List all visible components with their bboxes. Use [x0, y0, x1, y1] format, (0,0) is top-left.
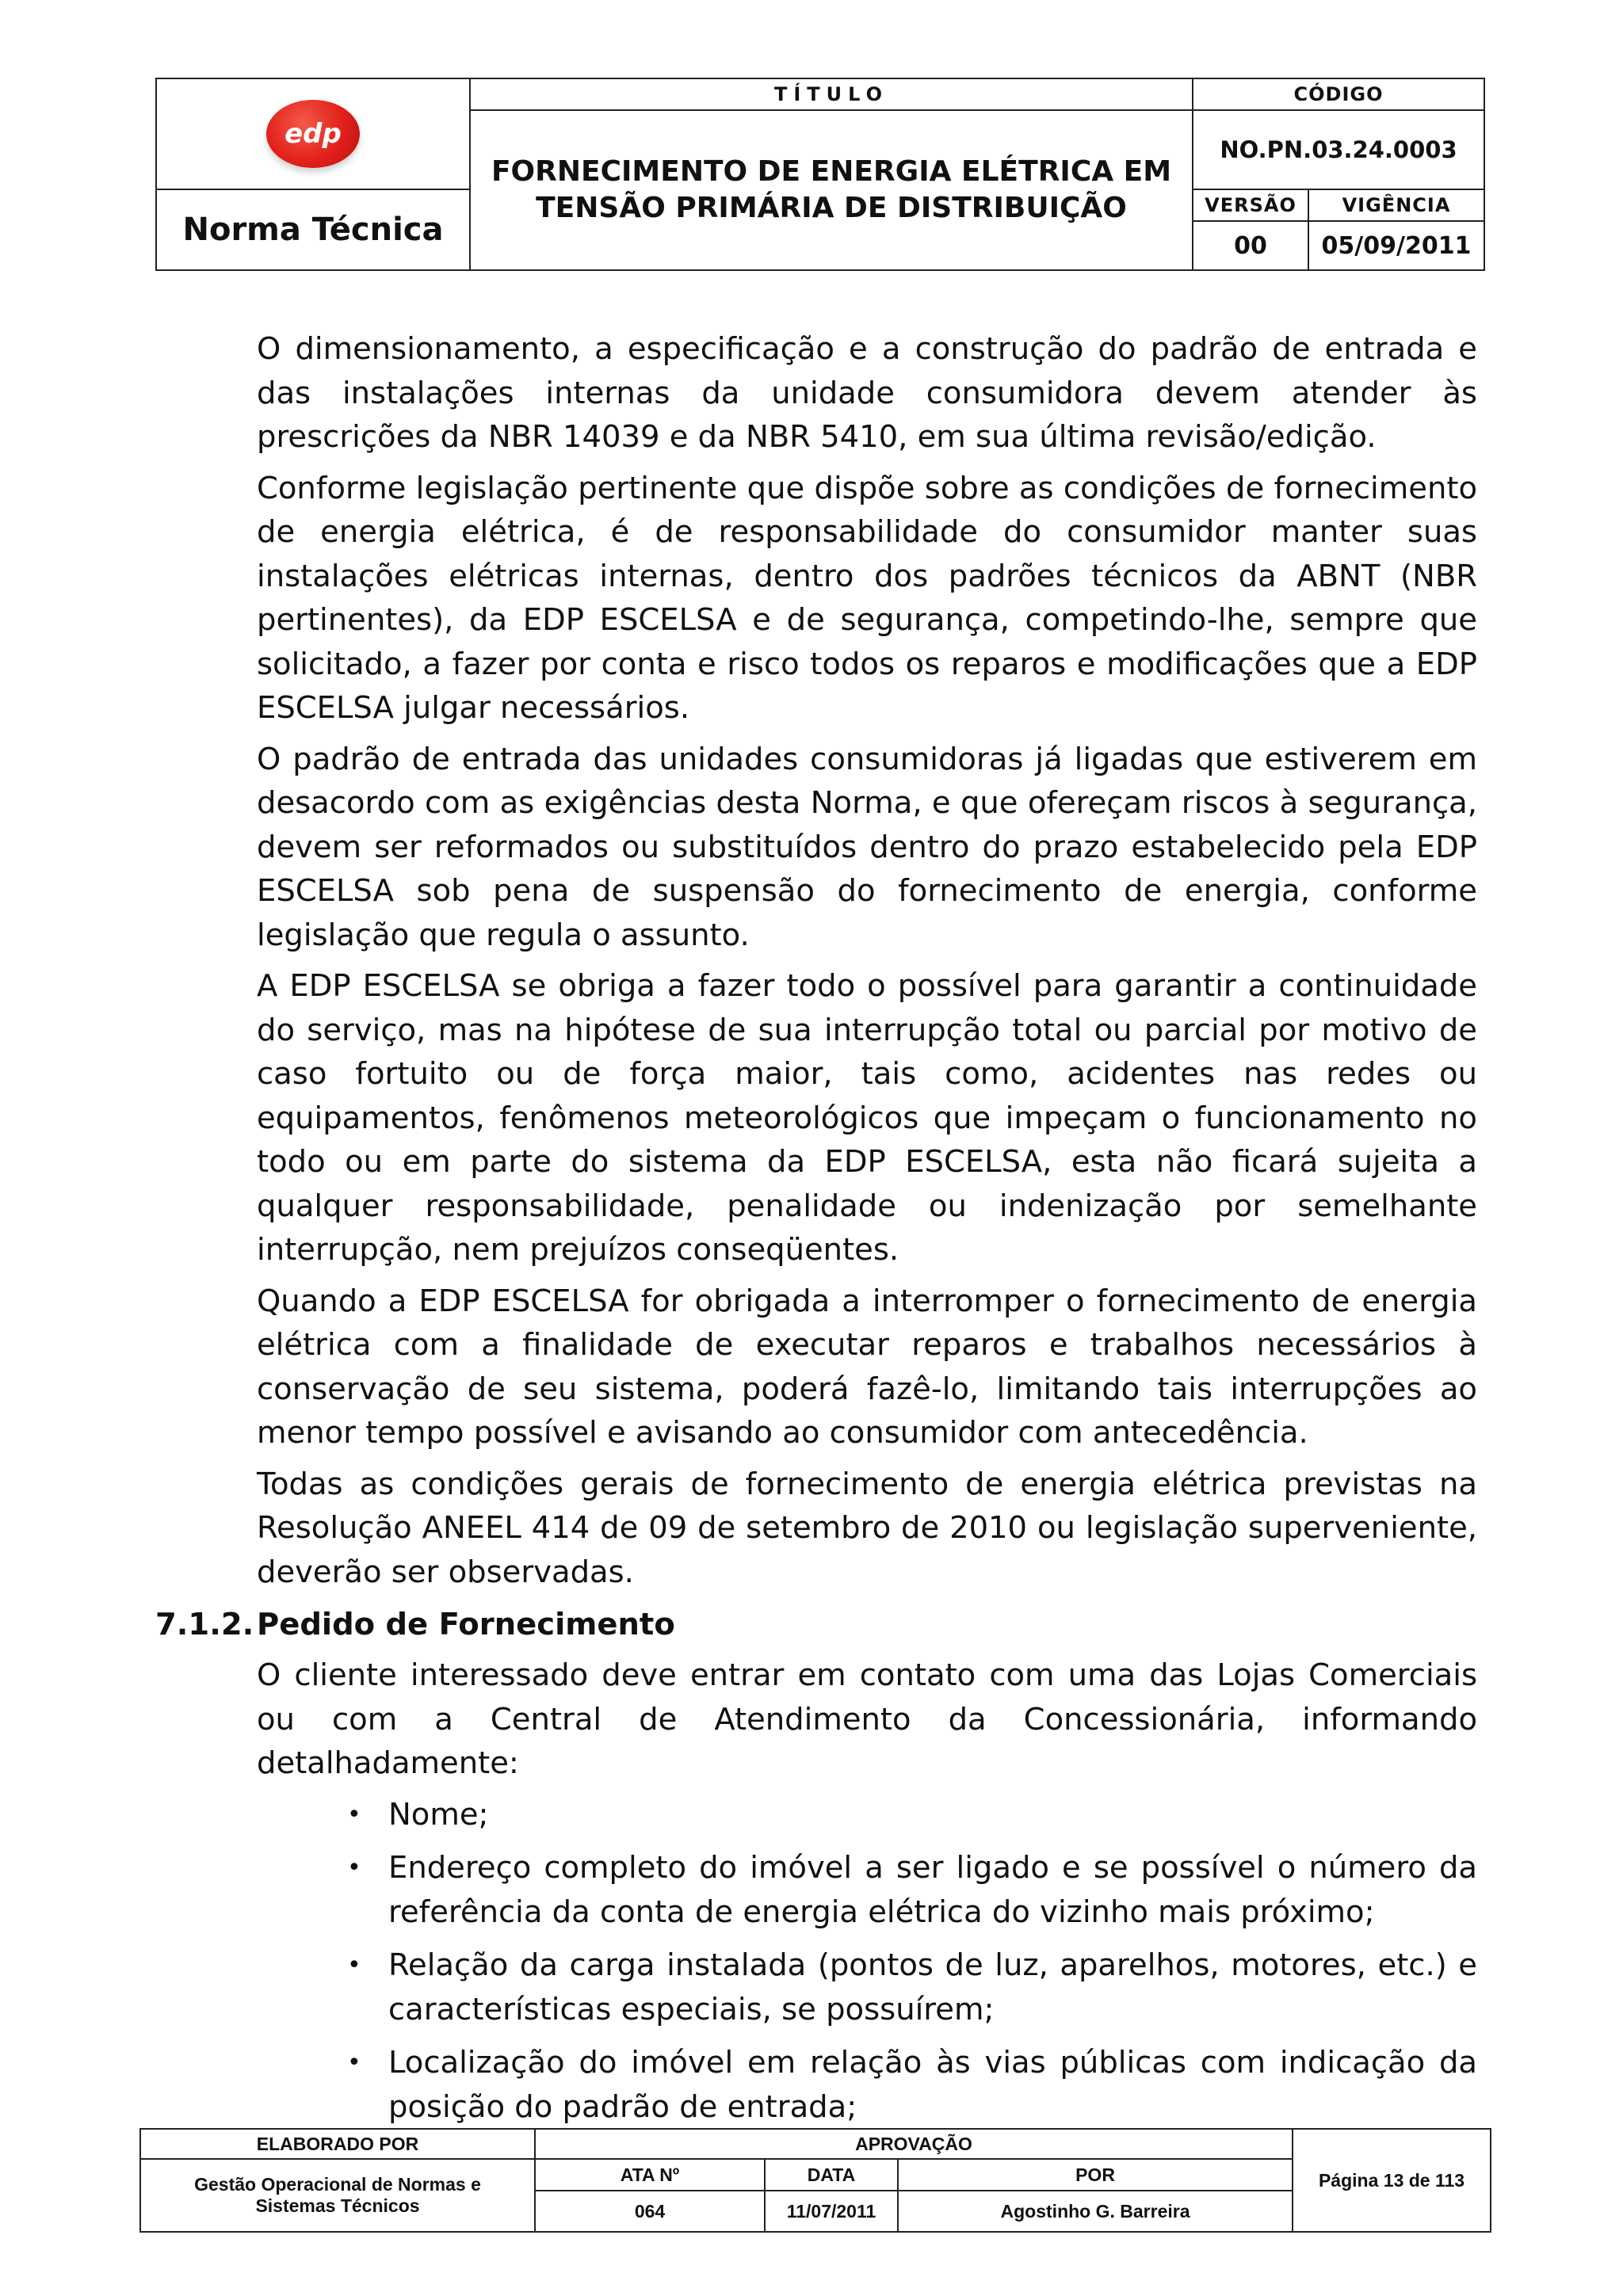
date-label-cell	[765, 2159, 898, 2191]
version-value-cell	[1193, 221, 1308, 270]
bullet-icon: •	[347, 1854, 361, 1882]
bullet-icon: •	[347, 1800, 361, 1829]
document-body	[155, 327, 1477, 2138]
prepared-label: ELABORADO POR	[256, 2133, 419, 2154]
prepared-label-cell	[140, 2129, 535, 2159]
code-label-cell	[1193, 78, 1484, 110]
by-value-cell	[898, 2191, 1293, 2232]
requirements-list	[257, 1793, 1477, 2130]
by-label: POR	[1075, 2164, 1115, 2185]
document-title-line1: FORNECIMENTO DE ENERGIA ELÉTRICA EM	[491, 155, 1172, 188]
section-title: Pedido de Fornecimento	[257, 1607, 675, 1642]
paragraph: Conforme legislação pertinente que dispõe sobre as condições de fornecimento de energia elétrica, é de responsabilidade do consumidor manter suas instalações elétricas internas, dentro dos padrões técnicos da ABNT (NBR pertinentes), da EDP ESCELSA e de segurança, competindo-lhe, sempre que solicitado, a fazer por conta e risco todos os reparos e modificações que a EDP ESCELSA julgar necessários.	[257, 470, 1477, 726]
doc-type-cell	[156, 189, 470, 270]
list-item-text: Endereço completo do imóvel a ser ligado e se possível o número da referência da conta de energia elétrica do vizinho mais próximo;	[388, 1850, 1477, 1930]
ata-label-cell	[535, 2159, 765, 2191]
list-item-text: Localização do imóvel em relação às vias públicas com indicação da posição do padrão de entrada;	[388, 2045, 1477, 2125]
list-item	[347, 1846, 1477, 1934]
title-label-cell	[470, 78, 1193, 110]
paragraph: Quando a EDP ESCELSA for obrigada a interromper o fornecimento de energia elétrica com a finalidade de executar reparos e trabalhos necessários à conservação de seu sistema, poderá fazê-lo, limitando tais interrupções ao menor tempo possível e avisando ao consumidor com antecedência.	[257, 1283, 1477, 1451]
bullet-icon: •	[347, 1951, 361, 1979]
ata-value-cell	[535, 2191, 765, 2232]
validity-value-cell	[1308, 221, 1484, 270]
paragraph: O padrão de entrada das unidades consumidoras já ligadas que estiverem em desacordo com as exigências desta Norma, e que ofereçam riscos à segurança, devem ser reformados ou substituídos dentro do prazo estabelecido pela EDP ESCELSA sob pena de suspensão do fornecimento de energia, conforme legislação que regula o assunto.	[257, 741, 1477, 953]
approval-label: APROVAÇÃO	[855, 2133, 972, 2154]
by-label-cell	[898, 2159, 1293, 2191]
ata-value: 064	[634, 2200, 666, 2222]
approval-label-cell	[535, 2129, 1293, 2159]
date-value-cell	[765, 2191, 898, 2232]
document-title-line2: TENSÃO PRIMÁRIA DE DISTRIBUIÇÃO	[536, 192, 1127, 224]
doc-type: Norma Técnica	[182, 212, 444, 248]
title-label: TÍTULO	[774, 83, 888, 105]
list-item-text: Nome;	[388, 1796, 489, 1833]
paragraph: A EDP ESCELSA se obriga a fazer todo o possível para garantir a continuidade do serviço, mas na hipótese de sua interrupção total ou parcial por motivo de caso fortuito ou de força maior, tais como, acidentes nas redes ou equipamentos, fenômenos meteorológicos que impeçam o funcionamento no todo ou em parte do sistema da EDP ESCELSA, esta não ficará sujeita a qualquer responsabilidade, penalidade ou indenização por semelhante interrupção, nem prejuízos conseqüentes.	[257, 968, 1477, 1268]
paragraph: Todas as condições gerais de fornecimento de energia elétrica previstas na Resolução ANEEL 414 de 09 de setembro de 2010 ou legislação superveniente, deverão ser observadas.	[257, 1466, 1477, 1590]
page-number-cell	[1293, 2129, 1491, 2232]
validity-label: VIGÊNCIA	[1342, 194, 1451, 216]
prepared-value-line1: Gestão Operacional de Normas e	[194, 2174, 481, 2195]
section-number: 7.1.2.	[155, 1607, 254, 1642]
logo-cell	[156, 78, 470, 189]
code-label: CÓDIGO	[1293, 83, 1384, 105]
section-heading	[155, 1601, 1477, 1649]
title-cell	[470, 110, 1193, 270]
validity-value: 05/09/2011	[1321, 231, 1472, 260]
page-number: Página 13 de 113	[1318, 2169, 1465, 2191]
list-item	[347, 1943, 1477, 2031]
date-value: 11/07/2011	[786, 2200, 876, 2222]
edp-logo-icon: edp	[266, 100, 360, 168]
by-value: Agostinho G. Barreira	[1000, 2200, 1190, 2222]
list-item	[347, 1793, 1477, 1837]
document-footer	[139, 2128, 1491, 2233]
prepared-value-line2: Sistemas Técnicos	[255, 2195, 420, 2216]
bullet-icon: •	[347, 2049, 361, 2077]
version-label: VERSÃO	[1205, 194, 1296, 216]
prepared-value-cell	[140, 2159, 535, 2232]
version-value: 00	[1234, 231, 1267, 260]
document-header	[155, 78, 1485, 271]
code-value-cell	[1193, 110, 1484, 189]
list-item	[347, 2041, 1477, 2129]
version-label-cell	[1193, 189, 1308, 221]
code-value: NO.PN.03.24.0003	[1220, 136, 1457, 163]
ata-label: ATA Nº	[620, 2164, 680, 2185]
paragraph: O dimensionamento, a especificação e a construção do padrão de entrada e das instalações internas da unidade consumidora devem atender às prescrições da NBR 14039 e da NBR 5410, em sua última revisão/edição.	[257, 331, 1477, 455]
date-label: DATA	[807, 2164, 856, 2185]
list-item-text: Relação da carga instalada (pontos de luz, aparelhos, motores, etc.) e características especiais, se possuírem;	[388, 1947, 1477, 2027]
section-intro: O cliente interessado deve entrar em contato com uma das Lojas Comerciais ou com a Central de Atendimento da Concessionária, informando detalhadamente:	[257, 1657, 1477, 1781]
validity-label-cell	[1308, 189, 1484, 221]
